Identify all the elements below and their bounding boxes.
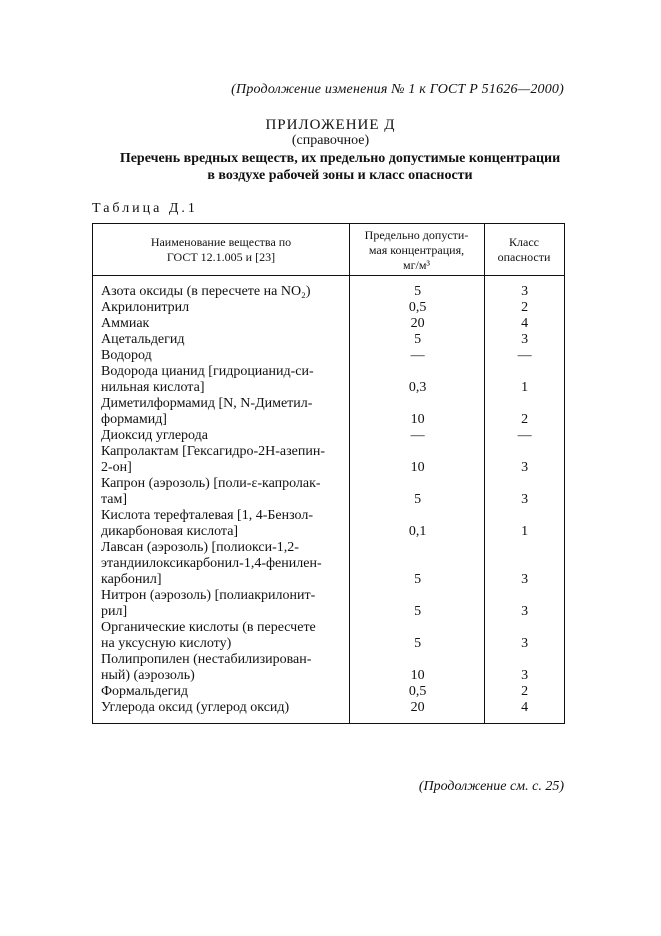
pdk-value: 10 — [410, 460, 425, 475]
hazard-class-value: — — [517, 348, 532, 363]
substance-name-line: этандиилоксикарбонил-1,4-фенилен- — [101, 556, 322, 571]
appendix-title: ПРИЛОЖЕНИЕ Д — [265, 117, 396, 133]
substance-name — [101, 684, 342, 700]
substance-name-line: Диметилформамид [N, N-Диметил- — [101, 396, 313, 411]
substance-name-line: Азота оксиды (в пересчете на NO₂) — [101, 284, 311, 299]
pdk-value: 20 — [410, 700, 425, 715]
substance-name-line: Формальдегид — [101, 684, 189, 699]
substance-name-line: нильная кислота] — [101, 380, 205, 395]
substance-name-line: Кислота терефталевая [1, 4-Бензол- — [101, 508, 314, 523]
substances-table — [92, 223, 565, 724]
table-row — [101, 700, 564, 716]
hazard-class-value: 2 — [521, 684, 529, 699]
substance-name-line: Водород — [101, 348, 152, 363]
pdk-value: 5 — [414, 572, 422, 587]
hazard-class-value: 3 — [521, 284, 529, 299]
substance-name-line: формамид] — [101, 412, 167, 427]
column-header-name: Наименование вещества по ГОСТ 12.1.005 и [23] — [150, 235, 292, 264]
hazard-class-value: 1 — [521, 380, 529, 395]
heading-line-1: Перечень вредных веществ, их предельно допустимые концентрации — [119, 151, 561, 166]
substance-name — [101, 364, 342, 396]
pdk-value: 5 — [414, 636, 422, 651]
substance-name — [101, 508, 342, 540]
substance-name — [101, 284, 342, 300]
hazard-class-value: 4 — [521, 700, 529, 715]
hazard-class-value: 2 — [521, 412, 529, 427]
table-row — [101, 332, 564, 348]
table-row — [101, 396, 564, 428]
substance-name — [101, 300, 342, 316]
table-row — [101, 428, 564, 444]
pdk-value: 0,1 — [408, 524, 427, 539]
table-row — [101, 620, 564, 652]
pdk-value: 5 — [414, 332, 422, 347]
substance-name-line: Нитрон (аэрозоль) [полиакрилонит- — [101, 588, 316, 603]
table-row — [101, 284, 564, 300]
pdk-value: 5 — [414, 604, 422, 619]
substance-name — [101, 316, 342, 332]
substance-name-line: рил] — [101, 604, 128, 619]
substance-name — [101, 444, 342, 476]
substance-name-line: ный) (аэрозоль) — [101, 668, 195, 683]
footer-note: (Продолжение см. с. 25) — [418, 779, 564, 794]
table-row — [101, 508, 564, 540]
substance-name — [101, 620, 342, 652]
pdk-value: 0,3 — [408, 380, 427, 395]
appendix-heading — [60, 150, 620, 184]
hazard-class-value: 1 — [521, 524, 529, 539]
pdk-value: 5 — [414, 492, 422, 507]
hazard-class-value: 3 — [521, 636, 529, 651]
substance-name — [101, 476, 342, 508]
pdk-value: 10 — [410, 412, 425, 427]
hazard-class-value: — — [517, 428, 532, 443]
heading-line-2: в воздухе рабочей зоны и класс опасности — [207, 168, 473, 183]
substance-name — [101, 588, 342, 620]
substance-name-line: Аммиак — [101, 316, 150, 331]
substance-name-line: Акрилонитрил — [101, 300, 190, 315]
substance-name-line: на уксусную кислоту) — [101, 636, 232, 651]
hazard-class-value: 3 — [521, 460, 529, 475]
appendix-subtitle: (справочное) — [291, 133, 370, 148]
pdk-value: 0,5 — [408, 684, 427, 699]
table-row — [101, 300, 564, 316]
table-row — [101, 476, 564, 508]
substance-name — [101, 540, 342, 588]
table-row — [101, 540, 564, 588]
header-divider — [93, 275, 564, 276]
hazard-class-value: 3 — [521, 572, 529, 587]
table-row — [101, 316, 564, 332]
substance-name — [101, 700, 342, 716]
substance-name-line: Полипропилен (нестабилизирован- — [101, 652, 312, 667]
column-header-class: Класс опасности — [497, 235, 551, 264]
hazard-class-value: 3 — [521, 668, 529, 683]
substance-name-line: 2-он] — [101, 460, 132, 475]
pdk-value: 5 — [414, 284, 422, 299]
hazard-class-value: 3 — [521, 604, 529, 619]
substance-name-line: Капролактам [Гексагидро-2Н-азепин- — [101, 444, 326, 459]
table-row — [101, 684, 564, 700]
substance-name-line: карбонил] — [101, 572, 162, 587]
header-note: (Продолжение изменения № 1 к ГОСТ Р 51626—2000) — [231, 82, 564, 97]
hazard-class-value: 3 — [521, 492, 529, 507]
table-row — [101, 364, 564, 396]
substance-name — [101, 348, 342, 364]
substance-name-line: Лавсан (аэрозоль) [полиокси-1,2- — [101, 540, 299, 555]
substance-name — [101, 652, 342, 684]
table-row — [101, 444, 564, 476]
substance-name-line: там] — [101, 492, 128, 507]
table-row — [101, 588, 564, 620]
pdk-value: 10 — [410, 668, 425, 683]
hazard-class-value: 2 — [521, 300, 529, 315]
substance-name-line: Диоксид углерода — [101, 428, 208, 443]
hazard-class-value: 3 — [521, 332, 529, 347]
hazard-class-value: 4 — [521, 316, 529, 331]
substance-name — [101, 428, 342, 444]
table-row — [101, 348, 564, 364]
substance-name-line: Капрон (аэрозоль) [поли-ε-капролак- — [101, 476, 321, 491]
pdk-value: 20 — [410, 316, 425, 331]
substance-name-line: Ацетальдегид — [101, 332, 185, 347]
substance-name-line: Органические кислоты (в пересчете — [101, 620, 316, 635]
pdk-value: — — [410, 348, 425, 363]
substance-name-line: дикарбоновая кислота] — [101, 524, 239, 539]
table-label: Таблица Д.1 — [92, 201, 198, 216]
substance-name — [101, 332, 342, 348]
substance-name-line: Углерода оксид (углерод оксид) — [101, 700, 290, 715]
substance-name-line: Водорода цианид [гидроцианид-си- — [101, 364, 314, 379]
substance-name — [101, 396, 342, 428]
column-header-pdk: Предельно допусти- мая концентрация, мг/м³ — [364, 228, 469, 272]
pdk-value: — — [410, 428, 425, 443]
pdk-value: 0,5 — [408, 300, 427, 315]
table-body — [101, 284, 564, 716]
table-row — [101, 652, 564, 684]
